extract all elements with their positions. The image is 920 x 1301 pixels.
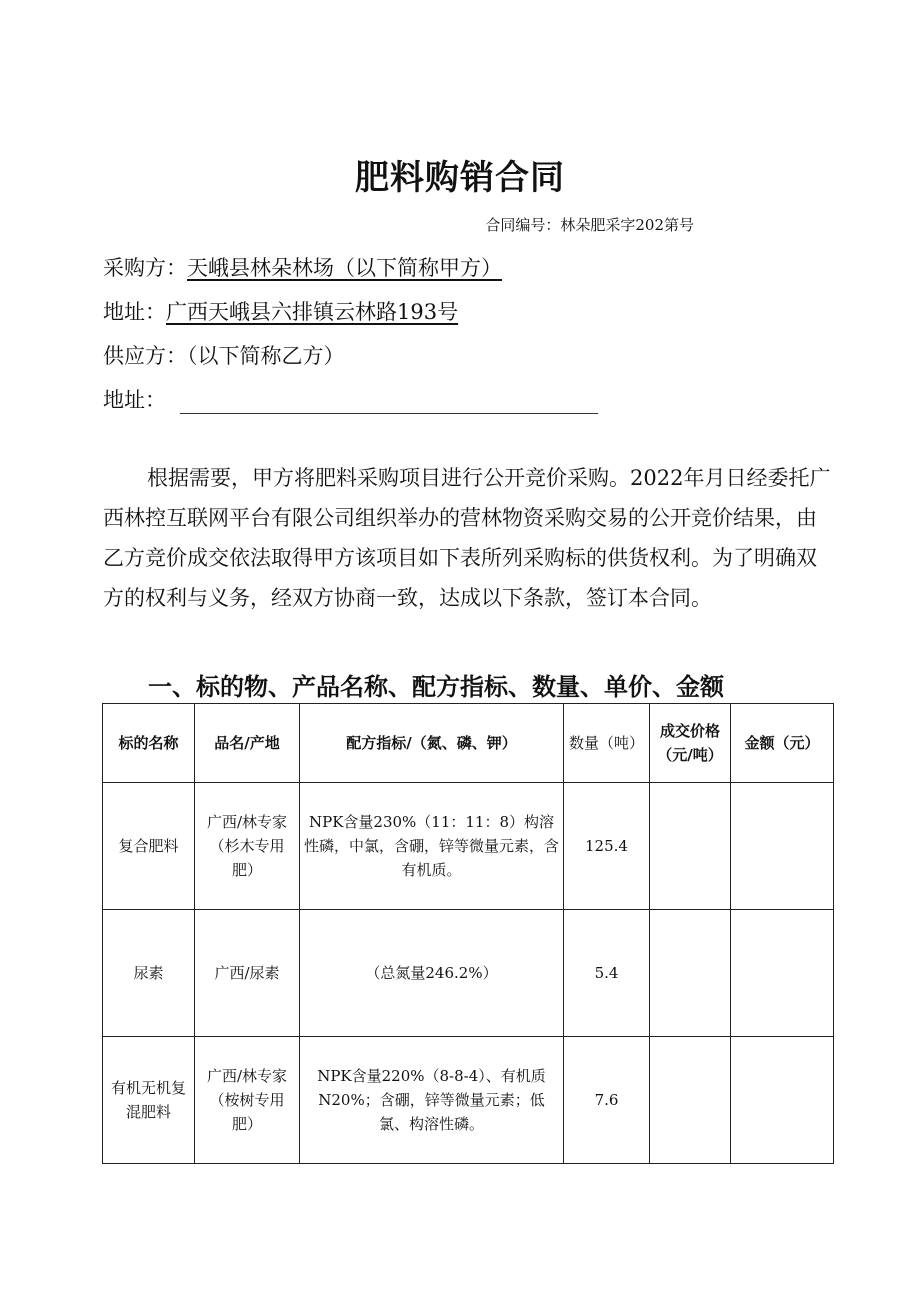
buyer-address-label: 地址：	[103, 300, 166, 324]
buyer-value: 天峨县林朵林场（以下简称甲方）	[187, 256, 502, 280]
supplier-label: 供应方：	[103, 344, 187, 368]
cell-amount	[731, 783, 834, 910]
buyer-line	[103, 252, 502, 282]
cell-name: 复合肥料	[103, 783, 195, 910]
header-price: 成交价格（元/吨）	[650, 704, 731, 783]
header-product: 品名/产地	[195, 704, 300, 783]
table-row	[103, 910, 834, 1037]
table-header-row	[103, 704, 834, 783]
cell-name: 尿素	[103, 910, 195, 1037]
cell-qty: 125.4	[564, 783, 650, 910]
table-row	[103, 1037, 834, 1164]
cell-amount	[731, 1037, 834, 1164]
header-amount: 金额（元）	[731, 704, 834, 783]
cell-price	[650, 783, 731, 910]
buyer-address-value: 广西天峨县六排镇云林路193号	[166, 300, 459, 324]
section-1-heading: 一、标的物、产品名称、配方指标、数量、单价、金额	[148, 673, 724, 701]
intro-paragraph: 根据需要，甲方将肥料采购项目进行公开竞价采购。2022年月日经委托广西林控互联网平台有限公司组织举办的营林物资采购交易的公开竞价结果，由乙方竞价成交依法取得甲方该项目如下表所列采购标的供货权利。为了明确双方的权利与义务，经双方协商一致，达成以下条款，签订本合同。	[103, 466, 831, 610]
cell-qty: 7.6	[564, 1037, 650, 1164]
supplier-address-label: 地址：	[103, 388, 166, 412]
product-table	[102, 703, 834, 1164]
table-row	[103, 783, 834, 910]
cell-price	[650, 910, 731, 1037]
cell-formula: NPK含量220%（8-8-4）、有机质N20%；含硼，锌等微量元素；低氯、构溶性磷。	[300, 1037, 564, 1164]
header-name: 标的名称	[103, 704, 195, 783]
supplier-address-line	[103, 384, 598, 414]
supplier-line	[103, 340, 345, 370]
cell-amount	[731, 910, 834, 1037]
cell-qty: 5.4	[564, 910, 650, 1037]
header-qty: 数量（吨）	[564, 704, 650, 783]
buyer-label: 采购方：	[103, 256, 187, 280]
cell-product: 广西/林专家（桉树专用肥）	[195, 1037, 300, 1164]
cell-name: 有机无机复混肥料	[103, 1037, 195, 1164]
supplier-value: （以下简称乙方）	[187, 344, 345, 368]
cell-formula: （总氮量246.2%）	[300, 910, 564, 1037]
cell-price	[650, 1037, 731, 1164]
cell-product: 广西/林专家（杉木专用肥）	[195, 783, 300, 910]
contract-number: 合同编号：林朵肥采字202第号	[485, 216, 694, 234]
buyer-address-line	[103, 296, 458, 326]
cell-product: 广西/尿素	[195, 910, 300, 1037]
supplier-address-blank	[180, 395, 598, 414]
document-title: 肥料购销合同	[355, 158, 565, 198]
cell-formula: NPK含量230%（11：11：8）构溶性磷，中氯，含硼，锌等微量元素，含有机质。	[300, 783, 564, 910]
header-formula: 配方指标/（氮、磷、钾）	[300, 704, 564, 783]
